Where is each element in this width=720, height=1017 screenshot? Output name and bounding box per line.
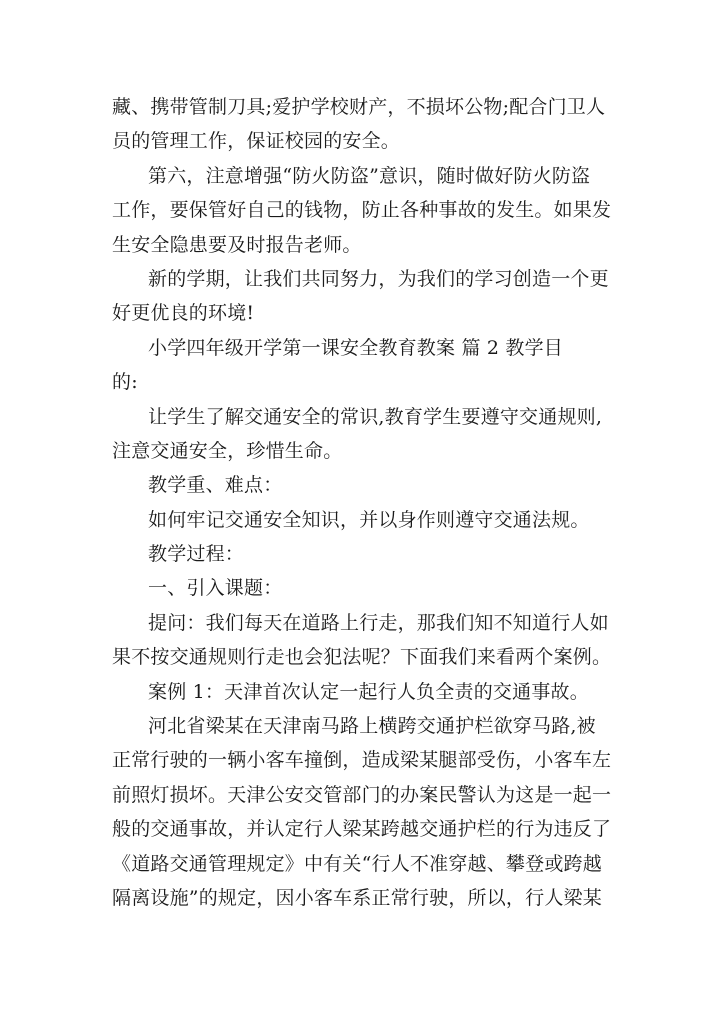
text-line: 教学过程： <box>148 543 245 566</box>
text-line: 员的管理工作，保证校园的安全。 <box>112 130 401 153</box>
body-text <box>112 90 622 915</box>
text-line: 第六，注意增强“防火防盗”意识，随时做好防火防盗 <box>148 164 591 187</box>
text-line: 工作，要保管好自己的钱物，防止各种事故的发生。如果发 <box>112 199 612 222</box>
text-line: 一、引入课题： <box>148 577 283 600</box>
text-line: 新的学期，让我们共同努力，为我们的学习创造一个更 <box>148 267 609 290</box>
text-line: 果不按交通规则行走也会犯法呢？下面我们来看两个案例。 <box>112 646 612 669</box>
text-line: 藏、携带管制刀具;爱护学校财产，不损坏公物;配合门卫人 <box>112 96 606 118</box>
text-line: 案例 1：天津首次认定一起行人负全责的交通事故。 <box>148 680 589 703</box>
text-line: 前照灯损坏。天津公安交管部门的办案民警认为这是一起一 <box>112 783 612 806</box>
text-line: 让学生了解交通安全的常识,教育学生要遵守交通规则, <box>148 405 603 428</box>
text-line: 《道路交通管理规定》中有关“行人不准穿越、攀登或跨越 <box>112 852 602 875</box>
text-line: 小学四年级开学第一课安全教育教案 篇 2 教学目 <box>148 336 564 359</box>
text-line: 河北省梁某在天津南马路上横跨交通护栏欲穿马路,被 <box>148 715 596 738</box>
text-line: 提问：我们每天在道路上行走，那我们知不知道行人如 <box>148 611 609 634</box>
text-line: 生安全隐患要及时报告老师。 <box>112 233 362 256</box>
text-line: 正常行驶的一辆小客车撞倒，造成梁某腿部受伤，小客车左 <box>112 749 612 772</box>
text-line: 如何牢记交通安全知识，并以身作则遵守交通法规。 <box>148 508 590 531</box>
text-line: 隔离设施”的规定，因小客车系正常行驶，所以，行人梁某 <box>112 886 602 909</box>
text-line: 教学重、难点： <box>148 474 283 497</box>
text-line: 注意交通安全，珍惜生命。 <box>112 439 343 462</box>
text-line: 般的交通事故，并认定行人梁某跨越交通护栏的行为违反了 <box>112 818 612 841</box>
text-line: 的: <box>112 371 138 394</box>
text-line: 好更优良的环境! <box>112 302 255 325</box>
